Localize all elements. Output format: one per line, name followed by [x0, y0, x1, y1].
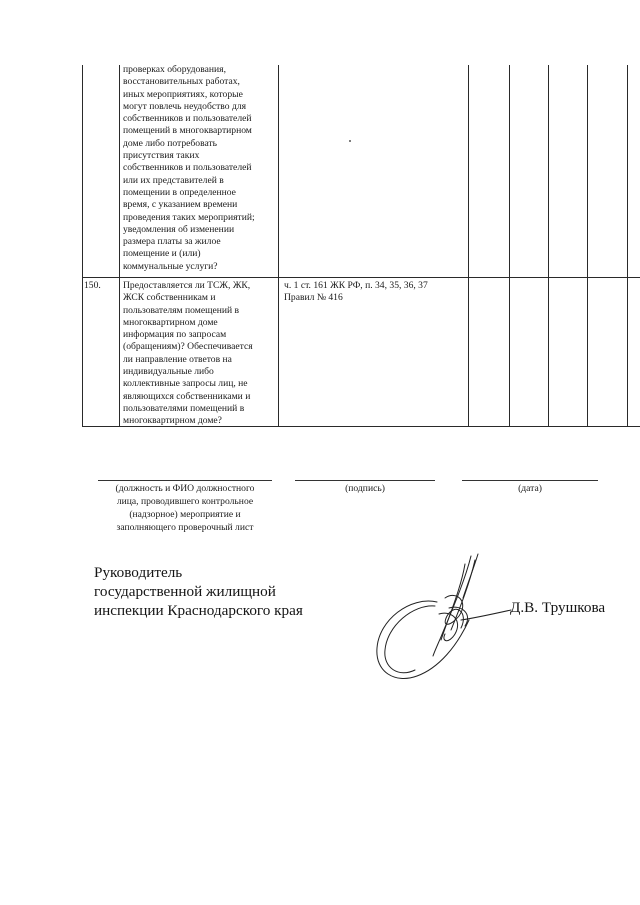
table-divider-col-c: [587, 65, 588, 427]
date-line: [462, 480, 598, 481]
table-divider-col-b: [548, 65, 549, 427]
row-150-question: [123, 280, 275, 428]
text-line: (должность и ФИО должностного: [115, 483, 255, 494]
text-line: Руководитель: [94, 564, 183, 581]
text-line: проверках оборудования,: [123, 64, 226, 75]
row-150-reference: [284, 280, 462, 305]
text-line: государственной жилищной: [94, 583, 276, 601]
table-divider-col-d: [627, 65, 628, 427]
text-line: иных мероприятиях, которые: [123, 88, 243, 100]
text-line: инспекции Краснодарского края: [94, 602, 303, 620]
text-line: помещений в многоквартирном: [123, 125, 252, 137]
text-line: информация по запросам: [123, 329, 227, 341]
text-line: ли направление ответов на: [123, 353, 232, 365]
text-line: могут повлечь неудобство для: [123, 100, 247, 112]
text-line: многоквартирном доме: [123, 316, 218, 328]
text-line: лица, проводившего контрольное: [116, 496, 254, 507]
position-line: [98, 480, 272, 481]
text-line: время, с указанием времени: [123, 199, 238, 211]
text-line: (обращениям)? Обеспечивается: [123, 341, 253, 353]
text-line: собственников и пользователей: [123, 113, 252, 125]
text-line: уведомления об изменении: [123, 223, 235, 235]
signature-caption: (подпись): [345, 483, 385, 494]
text-line: пользователями помещений в: [123, 402, 245, 414]
text-line: (надзорное) мероприятие и: [129, 509, 241, 520]
text-line: Предоставляется ли ТСЖ, ЖК,: [123, 280, 251, 291]
table-divider-num: [119, 65, 120, 427]
table-row-divider: [82, 277, 640, 278]
text-line: являющихся собственниками и: [123, 390, 251, 402]
text-line: коммунальные услуги?: [123, 260, 218, 272]
table-border-left: [82, 65, 83, 427]
signer-name: Д.В. Трушкова: [510, 599, 606, 616]
signer-position: [94, 563, 334, 621]
text-line: размера платы за жилое: [123, 236, 221, 248]
text-line: восстановительных работах,: [123, 76, 240, 88]
text-line: индивидуальные либо: [123, 366, 214, 378]
prev-row-question: [123, 64, 275, 273]
table-divider-question: [278, 65, 279, 427]
handwritten-signature: [365, 550, 515, 690]
date-caption: (дата): [518, 483, 542, 494]
position-caption: [98, 482, 272, 534]
table-divider-col-a: [509, 65, 510, 427]
text-line: заполняющего проверочный лист: [116, 522, 254, 533]
text-line: ч. 1 ст. 161 ЖК РФ, п. 34, 35, 36, 37: [284, 280, 428, 291]
text-line: присутствия таких: [123, 150, 200, 162]
scan-speck: [349, 140, 351, 142]
text-line: пользователям помещений в: [123, 304, 240, 316]
text-line: или их представителей в: [123, 174, 224, 186]
text-line: проведения таких мероприятий;: [123, 211, 255, 223]
row-number: 150.: [84, 280, 101, 291]
signature-line: [295, 480, 435, 481]
text-line: ЖСК собственникам и: [123, 292, 216, 304]
table-divider-reference: [468, 65, 469, 427]
text-line: коллективные запросы лиц, не: [123, 378, 248, 390]
text-line: Правил № 416: [284, 292, 343, 304]
text-line: помещение и (или): [123, 248, 201, 260]
text-line: доме либо потребовать: [123, 137, 218, 149]
text-line: собственников и пользователей: [123, 162, 252, 174]
text-line: многоквартирном доме?: [123, 415, 222, 427]
text-line: помещении в определенное: [123, 186, 236, 198]
